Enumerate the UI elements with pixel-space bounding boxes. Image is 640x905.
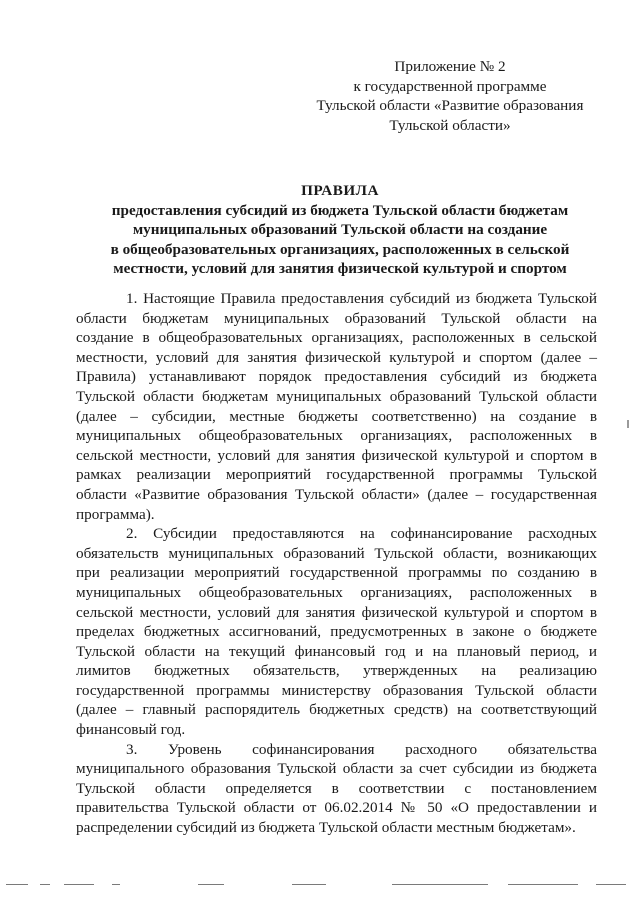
text-line: 2. Субсидии предоставляются на софинансирование расходных xyxy=(126,525,597,543)
text-line: (далее – главный распорядитель бюджетных средств) на соответствующий xyxy=(76,701,597,719)
text-line: пределах бюджетных ассигнований, предусмотренных в законе о бюджете xyxy=(76,623,597,641)
text-line: 1. Настоящие Правила предоставления субсидий из бюджета Тульской xyxy=(126,290,597,307)
scan-margin-mark xyxy=(627,420,629,428)
text-line: муниципального образования Тульской области за счет субсидии из бюджета xyxy=(76,760,597,778)
text-line: государственной программы министерству образования Тульской области xyxy=(76,681,597,699)
text-line: Тульской области определяется в соответствии с постановлением xyxy=(76,779,597,797)
text-line: сельской местности, условий для занятия физической культурой и спортом в xyxy=(76,446,597,464)
appendix-line: к государственной программе xyxy=(353,77,547,95)
appendix-header xyxy=(300,57,600,135)
scan-edge-artifacts xyxy=(0,884,640,888)
text-line: создание в общеобразовательных организациях, расположенных в сельской xyxy=(76,329,597,347)
scan-speck xyxy=(112,884,120,885)
paragraph-3 xyxy=(76,740,597,838)
title-subline: предоставления субсидий из бюджета Тульской области бюджетам xyxy=(111,201,569,219)
scan-speck xyxy=(392,884,488,885)
document-body xyxy=(76,289,597,838)
title-subline: в общеобразовательных организациях, расположенных в сельской xyxy=(110,240,570,258)
text-line: (далее – субсидии, местные бюджеты соответственно) на создание в xyxy=(76,407,597,425)
paragraph-2 xyxy=(76,524,597,740)
text-line: Правила) устанавливают порядок предоставления субсидий из бюджета xyxy=(76,368,597,386)
text-line: муниципальных общеобразовательных организациях, расположенных в xyxy=(76,427,597,445)
text-line: обязательств муниципальных образований Тульской области, возникающих xyxy=(76,544,597,562)
scan-speck xyxy=(64,884,94,885)
scan-speck xyxy=(40,884,50,885)
text-line: местности, условий для занятия физической культурой и спортом (далее – xyxy=(76,348,597,366)
scan-speck xyxy=(292,884,326,885)
text-line: программа). xyxy=(76,505,155,523)
title-main: ПРАВИЛА xyxy=(301,182,379,199)
text-line: муниципальных общеобразовательных организациях, расположенных в xyxy=(76,583,597,601)
scan-speck xyxy=(6,884,28,885)
text-line: Тульской области на текущий финансовый год и на плановый период, и xyxy=(76,642,597,660)
paragraph-1 xyxy=(76,289,597,524)
text-line: 3. Уровень софинансирования расходного обязательства xyxy=(126,740,597,758)
title-subline: муниципальных образований Тульской области на создание xyxy=(132,221,548,238)
text-line: области бюджетам муниципальных образований Тульской области на xyxy=(76,309,597,327)
scan-speck xyxy=(198,884,224,885)
scan-speck xyxy=(596,884,626,885)
text-line: финансовый год. xyxy=(76,721,186,739)
text-line: лимитов бюджетных обязательств, утвержденных на реализацию xyxy=(76,662,597,680)
text-line: при реализации мероприятий государственной программы по созданию в xyxy=(76,564,597,582)
appendix-line: Тульской области «Развитие образования xyxy=(316,97,584,114)
text-line: области «Развитие образования Тульской области» (далее – государственная xyxy=(76,485,597,503)
appendix-line: Приложение № 2 xyxy=(394,58,506,75)
text-line: сельской местности, условий для занятия физической культурой и спортом в xyxy=(76,603,597,621)
text-line: Тульской области бюджетам муниципальных образований Тульской области xyxy=(76,387,597,405)
text-line: рамках реализации мероприятий государственной программы Тульской xyxy=(76,466,597,484)
text-line: распределении субсидий из бюджета Тульской области местным бюджетам». xyxy=(76,819,576,837)
document-title xyxy=(95,181,585,279)
text-line: правительства Тульской области от 06.02.2014 № 50 «О предоставлении и xyxy=(76,799,597,817)
appendix-line: Тульской области» xyxy=(389,116,511,134)
scan-speck xyxy=(508,884,578,885)
title-subline: местности, условий для занятия физической культурой и спортом xyxy=(113,260,567,277)
